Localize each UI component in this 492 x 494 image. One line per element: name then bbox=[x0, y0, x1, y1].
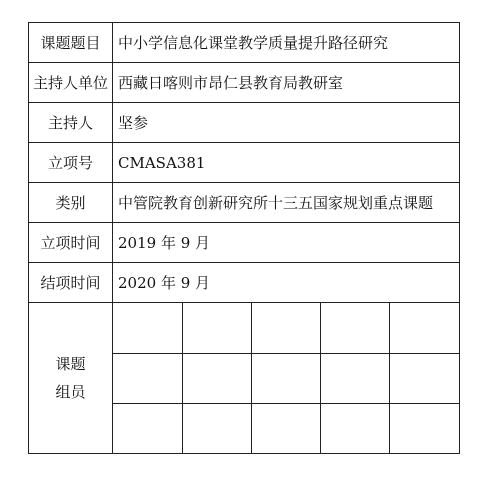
topic-label: 课题题目 bbox=[29, 23, 113, 63]
members-grid-row bbox=[113, 353, 459, 403]
member-cell bbox=[390, 403, 459, 453]
row-end-date bbox=[29, 263, 460, 303]
row-host-unit bbox=[29, 63, 460, 103]
member-cell bbox=[113, 353, 182, 403]
row-project-number bbox=[29, 143, 460, 183]
row-topic bbox=[29, 23, 460, 63]
member-cell bbox=[182, 353, 251, 403]
member-cell bbox=[182, 303, 251, 353]
members-label-line1: 课题 bbox=[55, 355, 86, 373]
member-cell bbox=[390, 353, 459, 403]
start-date-label: 立项时间 bbox=[29, 223, 113, 263]
row-start-date bbox=[29, 223, 460, 263]
members-grid-cell bbox=[113, 303, 460, 454]
member-cell bbox=[251, 403, 320, 453]
project-info-table bbox=[28, 22, 460, 454]
member-cell bbox=[251, 353, 320, 403]
start-date-value: 2019 年 9 月 bbox=[113, 223, 460, 263]
members-grid bbox=[113, 303, 459, 453]
category-label: 类别 bbox=[29, 183, 113, 223]
member-cell bbox=[321, 403, 390, 453]
end-date-label: 结项时间 bbox=[29, 263, 113, 303]
host-value: 坚参 bbox=[113, 103, 460, 143]
member-cell bbox=[182, 403, 251, 453]
member-cell bbox=[251, 303, 320, 353]
member-cell bbox=[113, 303, 182, 353]
members-grid-row bbox=[113, 403, 459, 453]
host-unit-label: 主持人单位 bbox=[29, 63, 113, 103]
host-label: 主持人 bbox=[29, 103, 113, 143]
member-cell bbox=[321, 353, 390, 403]
member-cell bbox=[321, 303, 390, 353]
members-label-line2: 组员 bbox=[55, 383, 86, 401]
member-cell bbox=[390, 303, 459, 353]
host-unit-value: 西藏日喀则市昂仁县教育局教研室 bbox=[113, 63, 460, 103]
members-label bbox=[29, 303, 113, 454]
end-date-value: 2020 年 9 月 bbox=[113, 263, 460, 303]
row-members bbox=[29, 303, 460, 454]
row-category bbox=[29, 183, 460, 223]
project-number-label: 立项号 bbox=[29, 143, 113, 183]
project-number-value: CMASA381 bbox=[113, 143, 460, 183]
topic-value: 中小学信息化课堂教学质量提升路径研究 bbox=[113, 23, 460, 63]
row-host bbox=[29, 103, 460, 143]
category-value: 中管院教育创新研究所十三五国家规划重点课题 bbox=[113, 183, 460, 223]
members-grid-row bbox=[113, 303, 459, 353]
member-cell bbox=[113, 403, 182, 453]
